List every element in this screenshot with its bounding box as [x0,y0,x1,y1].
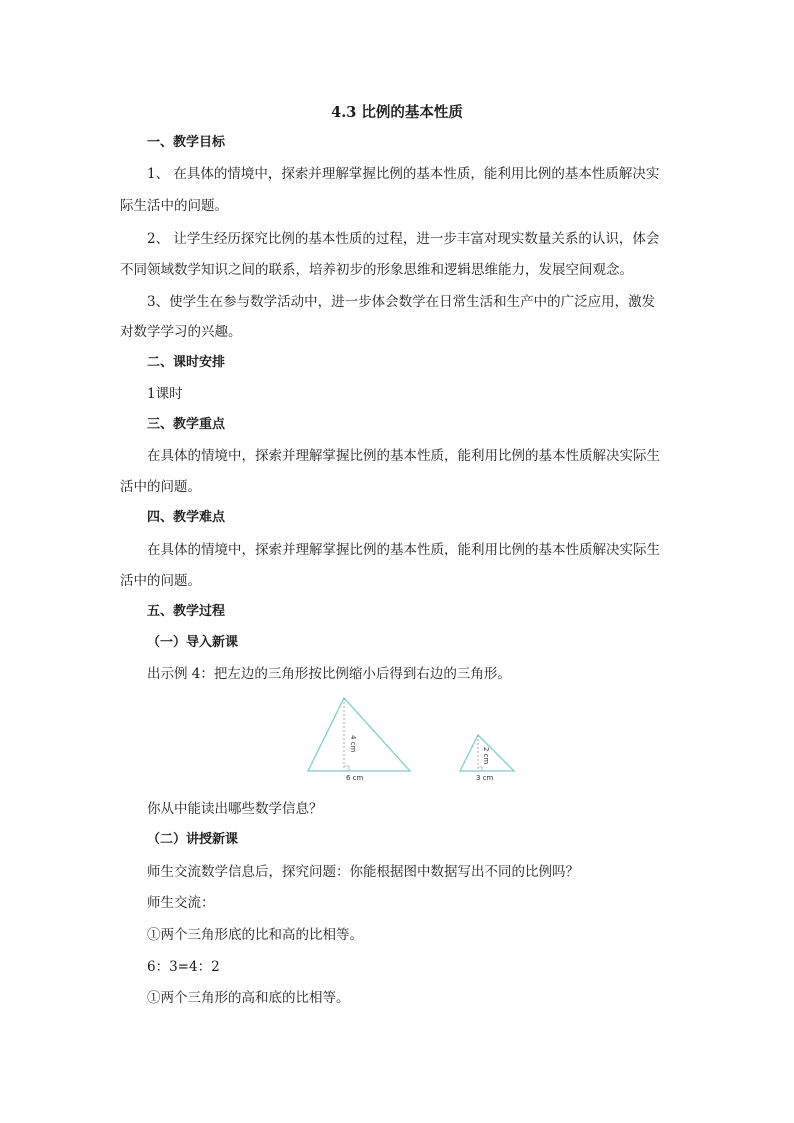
small-base-label: 3 cm [476,774,494,782]
explore-text: 师生交流数学信息后，探究问题：你能根据图中数据写出不同的比例吗？ [147,864,579,880]
objective-3-line-2: 对数学学习的兴趣。 [120,324,242,340]
section-heading-key-points: 三、教学重点 [147,417,226,432]
equation-1: 6：3=4：2 [147,959,220,975]
section-heading-schedule: 二、课时安排 [147,355,226,370]
schedule-text: 1课时 [147,386,183,402]
large-triangle [308,698,410,771]
question-text: 你从中能读出哪些数学信息？ [147,801,323,817]
exchange-text: 师生交流： [147,895,215,911]
large-height-label: 4 cm [349,735,357,753]
key-points-line-1: 在具体的情境中，探索并理解掌握比例的基本性质，能利用比例的基本性质解决实际生 [147,448,660,464]
small-height-label: 2 cm [482,747,490,765]
triangles-figure [300,695,530,785]
subsection-intro: （一）导入新课 [147,635,239,650]
section-heading-process: 五、教学过程 [147,604,226,619]
difficulties-line-2: 活中的问题。 [120,573,201,589]
subsection-new-lesson: （二）讲授新课 [147,832,239,847]
objective-1-line-1: 1、 在具体的情境中，探索并理解掌握比例的基本性质，能利用比例的基本性质解决实 [147,166,660,182]
objective-3-line-1: 3、使学生在参与数学活动中，进一步体会数学在日常生活和生产中的广泛应用，激发 [147,294,656,310]
objective-2-line-2: 不同领域数学知识之间的联系，培养初步的形象思维和逻辑思维能力，发展空间观念。 [120,262,633,278]
point-1-text: ①两个三角形底的比和高的比相等。 [147,927,363,943]
objective-2-line-1: 2、 让学生经历探究比例的基本性质的过程，进一步丰富对现实数量关系的认识，体会 [147,231,660,247]
objective-1-line-2: 际生活中的问题。 [120,198,228,214]
key-points-line-2: 活中的问题。 [120,479,201,495]
section-heading-difficulties: 四、教学难点 [147,510,226,525]
page-title: 4.3 比例的基本性质 [331,104,463,121]
large-right-angle [344,766,349,771]
large-base-label: 6 cm [346,774,364,782]
section-heading-objectives: 一、教学目标 [147,135,226,150]
difficulties-line-1: 在具体的情境中，探索并理解掌握比例的基本性质，能利用比例的基本性质解决实际生 [147,542,660,558]
point-2-text: ①两个三角形的高和底的比相等。 [147,990,350,1006]
example-text: 出示例 4：把左边的三角形按比例缩小后得到右边的三角形。 [147,666,511,682]
